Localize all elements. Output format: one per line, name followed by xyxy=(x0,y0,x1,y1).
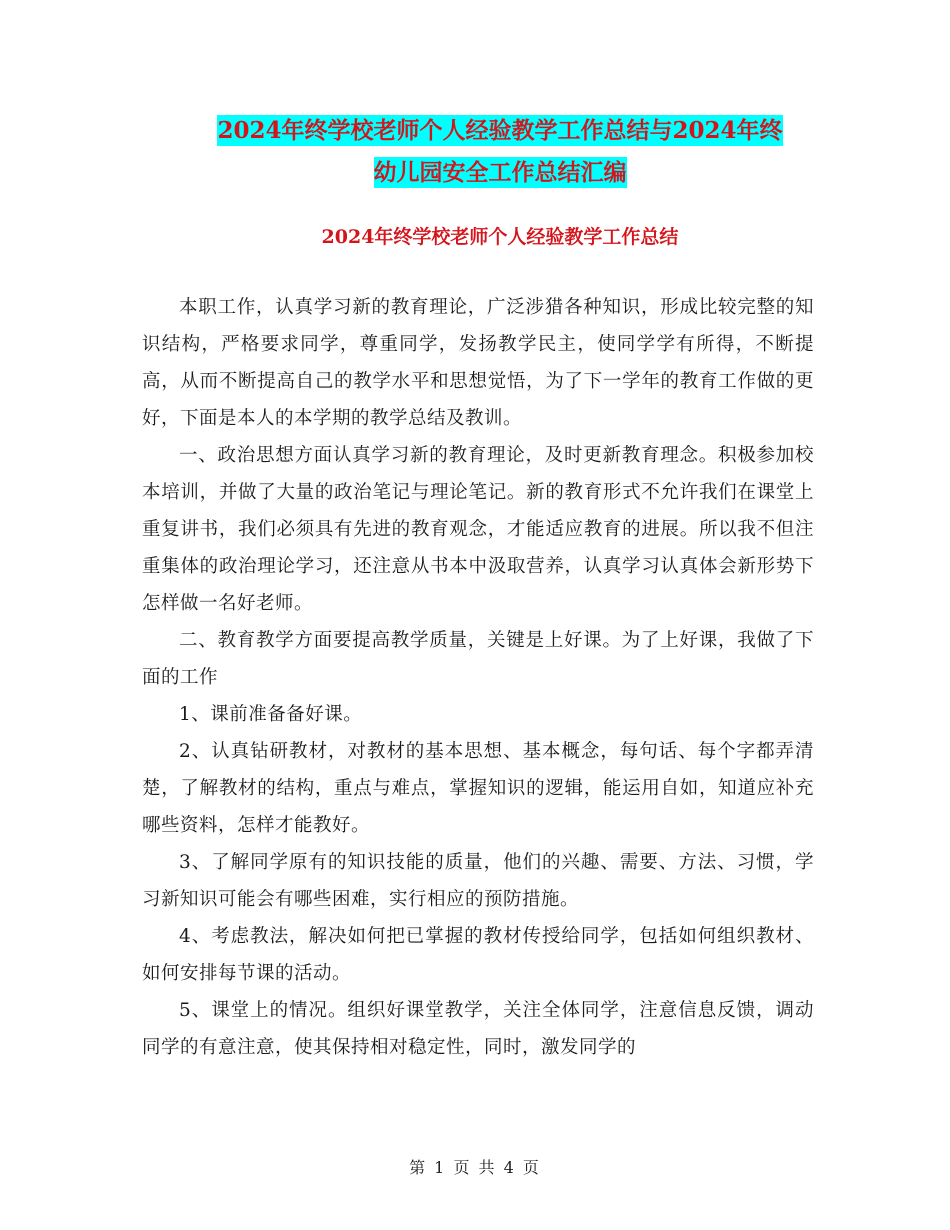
paragraph: 2、认真钻研教材，对教材的基本思想、基本概念，每句话、每个字都弄清楚，了解教材的结构，重点与难点，掌握知识的逻辑，能运用自如，知道应补充哪些资料，怎样才能教好。 xyxy=(142,741,814,836)
main-title-line-2 xyxy=(120,155,880,191)
paragraph: 本职工作，认真学习新的教育理论，广泛涉猎各种知识，形成比较完整的知识结构，严格要求同学，尊重同学，发扬教学民主，使同学学有所得，不断提高，从而不断提高自己的教学水平和思想觉悟，为了下一学年的教育工作做的更好，下面是本人的本学期的教学总结及教训。 xyxy=(142,297,814,429)
main-title-line-1-text: 2024年终学校老师个人经验教学工作总结与2024年终 xyxy=(217,117,783,144)
section-title: 2024年终学校老师个人经验教学工作总结 xyxy=(321,226,679,248)
main-title-line-1 xyxy=(120,113,880,149)
paragraph: 3、了解同学原有的知识技能的质量，他们的兴趣、需要、方法、习惯，学习新知识可能会有哪些困难，实行相应的预防措施。 xyxy=(142,852,814,910)
paragraph: 1、课前准备备好课。 xyxy=(179,704,363,725)
main-title-line-2-text: 幼儿园安全工作总结汇编 xyxy=(373,159,627,186)
paragraph: 二、教育教学方面要提高教学质量，关键是上好课。为了上好课，我做了下面的工作 xyxy=(142,630,814,688)
paragraph: 5、课堂上的情况。组织好课堂教学，关注全体同学，注意信息反馈，调动同学的有意注意，使其保持相对稳定性，同时，激发同学的 xyxy=(142,1000,814,1058)
page-footer: 第 1 页 共 4 页 xyxy=(409,1158,541,1177)
body-text xyxy=(142,289,814,1066)
paragraph: 一、政治思想方面认真学习新的教育理论，及时更新教育理念。积极参加校本培训，并做了大量的政治笔记与理论笔记。新的教育形式不允许我们在课堂上重复讲书，我们必须具有先进的教育观念，才能适应教育的进展。所以我不但注重集体的政治理论学习，还注意从书本中汲取营养，认真学习认真体会新形势下怎样做一名好老师。 xyxy=(142,445,814,614)
paragraph: 4、考虑教法，解决如何把已掌握的教材传授给同学，包括如何组织教材、如何安排每节课的活动。 xyxy=(142,926,814,984)
